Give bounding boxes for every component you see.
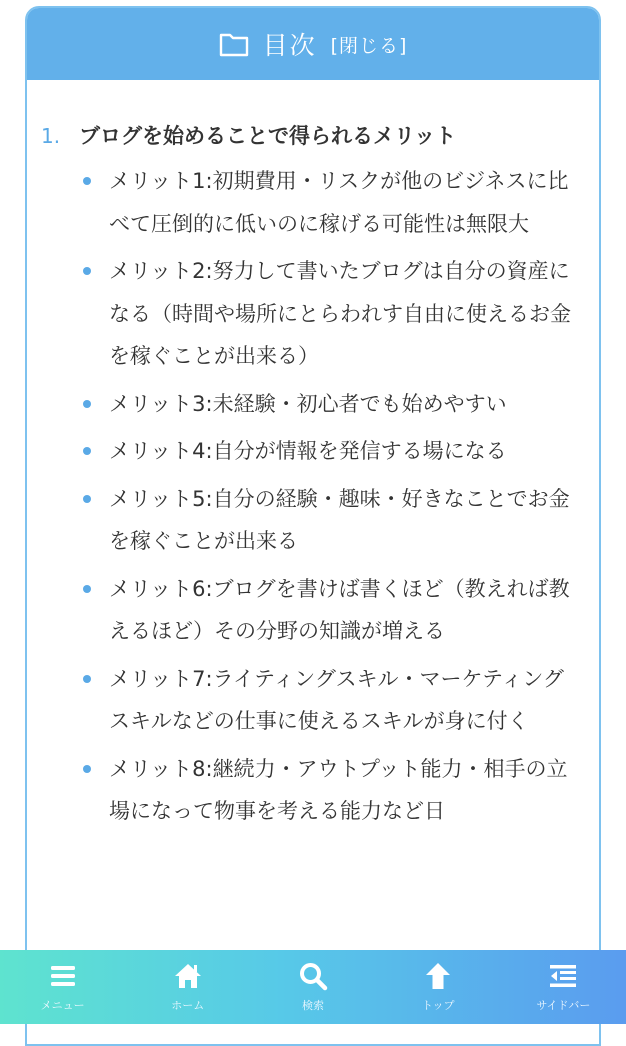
bullet-dot-icon	[83, 585, 91, 593]
toc-toggle-button[interactable]: [閉じる]	[330, 34, 408, 57]
nav-top-button[interactable]	[376, 961, 501, 1013]
nav-sidebar-button[interactable]	[501, 961, 626, 1013]
bullet-dot-icon	[83, 495, 91, 503]
toc-section-link[interactable]: ブログを始めることで得られるメリット	[79, 124, 457, 148]
toc-subitem-link[interactable]: メリット6:ブログを書けば書くほど（教えれば教えるほど）その分野の知識が増える	[109, 576, 570, 643]
bullet-dot-icon	[83, 177, 91, 185]
toc-title: 目次	[262, 31, 317, 60]
toc-subitem	[41, 568, 579, 653]
bullet-dot-icon	[83, 447, 91, 455]
toc-subitem	[41, 658, 579, 743]
toc-subitem-link[interactable]: メリット8:継続力・アウトプット能力・相手の立場になって物事を考える能力など日	[109, 756, 568, 823]
bullet-dot-icon	[83, 675, 91, 683]
toc-subitem	[41, 748, 579, 833]
nav-search-button[interactable]	[250, 961, 375, 1013]
bullet-dot-icon	[83, 267, 91, 275]
nav-top-label: トップ	[421, 999, 455, 1012]
nav-home-label: ホーム	[171, 999, 205, 1012]
toc-subitem	[41, 250, 579, 378]
sidebar-icon	[548, 961, 578, 991]
toc-subitem-link[interactable]: メリット1:初期費用・リスクが他のビジネスに比べて圧倒的に低いのに稼げる可能性は無限大	[109, 169, 569, 236]
bullet-dot-icon	[83, 765, 91, 773]
toc-section	[41, 120, 579, 833]
toc-subitem	[41, 478, 579, 563]
nav-search-label: 検索	[301, 999, 324, 1012]
toc-section-number: 1.	[41, 124, 61, 148]
nav-home-button[interactable]	[125, 961, 250, 1013]
toc-sublist	[41, 160, 579, 833]
search-icon	[298, 961, 328, 991]
menu-icon	[48, 961, 78, 991]
toc-subitem	[41, 160, 579, 245]
folder-icon	[219, 31, 249, 57]
bullet-dot-icon	[83, 400, 91, 408]
nav-sidebar-label: サイドバー	[536, 999, 591, 1012]
toc-subitem-link[interactable]: メリット2:努力して書いたブログは自分の資産になる（時間や場所にとらわれす自由に使えるお金を稼ぐことが出来る）	[109, 259, 571, 368]
table-of-contents	[25, 6, 601, 1046]
toc-header	[27, 8, 599, 80]
toc-subitem-link[interactable]: メリット7:ライティングスキル・マーケティングスキルなどの仕事に使えるスキルが身に付く	[109, 666, 564, 733]
toc-subitem	[41, 430, 579, 473]
nav-menu-button[interactable]	[0, 961, 125, 1013]
arrow-up-icon	[423, 961, 453, 991]
toc-subitem-link[interactable]: メリット4:自分が情報を発信する場になる	[109, 439, 507, 463]
toc-subitem	[41, 383, 579, 426]
home-icon	[173, 961, 203, 991]
toc-subitem-link[interactable]: メリット5:自分の経験・趣味・好きなことでお金を稼ぐことが出来る	[109, 486, 570, 553]
toc-list	[27, 80, 599, 833]
nav-menu-label: メニュー	[40, 999, 85, 1012]
toc-subitem-link[interactable]: メリット3:未経験・初心者でも始めやすい	[109, 391, 507, 416]
bottom-nav-bar	[0, 950, 626, 1024]
